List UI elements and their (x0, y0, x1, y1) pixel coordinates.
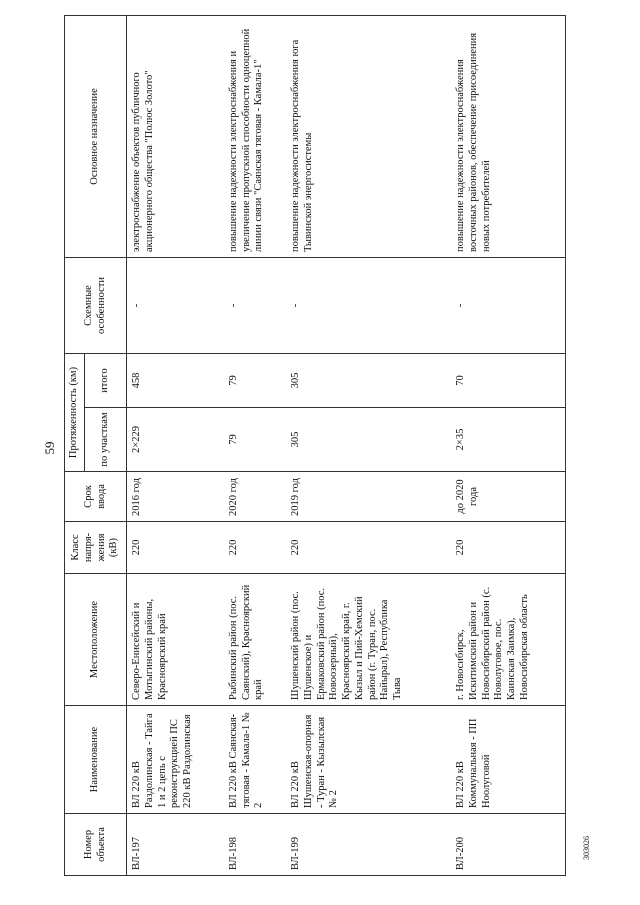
cell-commission-date: 2019 год (286, 472, 451, 522)
table-row (224, 16, 286, 876)
header-commission-date: Срок ввода (65, 472, 127, 522)
cell-length-sections: 2×35 (451, 408, 565, 472)
page-number: 59 (42, 441, 57, 455)
cell-commission-date: 2020 год (224, 472, 286, 522)
transmission-lines-table (64, 15, 566, 876)
header-location: Местоположение (65, 574, 127, 706)
cell-schematic-features: - (224, 258, 286, 354)
cell-name: ВЛ 220 кВ Коммунальная - ПП Ноолуговой (451, 706, 565, 814)
cell-length-total: 305 (286, 354, 451, 408)
cell-voltage: 220 (451, 522, 565, 574)
table-row (127, 16, 224, 876)
cell-location: Шушенский район (пос. Шушенское) и Ермаковский район (пос. Новоозерный), Красноярский край, г. Кызыл и Пий-Хемский район (г. Туран, пос. Найырал), Республика Тыва (286, 574, 451, 706)
cell-commission-date: 2016 год (127, 472, 224, 522)
document-code: 303026 (582, 836, 591, 860)
cell-object-number: ВЛ-198 (224, 814, 286, 876)
cell-name: ВЛ 220 кВ Раздолинская - Тайга 1 и 2 цепь с реконструкцией ПС 220 кВ Раздолинская (127, 706, 224, 814)
cell-name: ВЛ 220 кВ Саянская-тяговая - Камала-1 № 2 (224, 706, 286, 814)
cell-length-total: 79 (224, 354, 286, 408)
cell-length-total: 70 (451, 354, 565, 408)
table-row (451, 16, 565, 876)
header-length-total: итого (85, 354, 127, 408)
cell-object-number: ВЛ-200 (451, 814, 565, 876)
cell-main-purpose: электроснабжение объектов публичного акционерного общества "Полюс Золото" (127, 16, 224, 258)
header-length-by-sections: по участкам (85, 408, 127, 472)
cell-voltage: 220 (127, 522, 224, 574)
header-length: Протяженность (км) (65, 354, 85, 472)
cell-length-total: 458 (127, 354, 224, 408)
cell-schematic-features: - (127, 258, 224, 354)
header-object-number: Номер объекта (65, 814, 127, 876)
cell-main-purpose: повышение надежности электроснабжения юга Тывинской энергосистемы (286, 16, 451, 258)
cell-name: ВЛ 220 кВ Шушенская-опорная - Туран - Кызылская № 2 (286, 706, 451, 814)
cell-location: г. Новосибирск, Искитимский район и Новосибирский район (с. Новолуговое, пос. Каинская Заимка), Новосибирская область (451, 574, 565, 706)
cell-length-sections: 305 (286, 408, 451, 472)
cell-object-number: ВЛ-199 (286, 814, 451, 876)
header-main-purpose: Основное назначение (65, 16, 127, 258)
header-schematic-features: Схемные особенности (65, 258, 127, 354)
cell-object-number: ВЛ-197 (127, 814, 224, 876)
cell-schematic-features: - (451, 258, 565, 354)
header-name: Наименование (65, 706, 127, 814)
cell-schematic-features: - (286, 258, 451, 354)
cell-length-sections: 2×229 (127, 408, 224, 472)
header-voltage-class: Класс напря-жения (кВ) (65, 522, 127, 574)
cell-main-purpose: повышение надежности электроснабжения восточных районов, обеспечение присоединения новых потребителей (451, 16, 565, 258)
cell-location: Рыбинский район (пос. Саянский), Красноярский край (224, 574, 286, 706)
cell-length-sections: 79 (224, 408, 286, 472)
rotated-table-container (64, 16, 566, 876)
cell-location: Северо-Енисейский и Мотыгинский районы, Красноярский край (127, 574, 224, 706)
cell-voltage: 220 (224, 522, 286, 574)
table-row (286, 16, 451, 876)
cell-main-purpose: повышение надежности электроснабжения и увеличение пропускной способности одноцепной линии связи "Саянская тяговая - Камала-1" (224, 16, 286, 258)
cell-commission-date: до 2020 года (451, 472, 565, 522)
cell-voltage: 220 (286, 522, 451, 574)
